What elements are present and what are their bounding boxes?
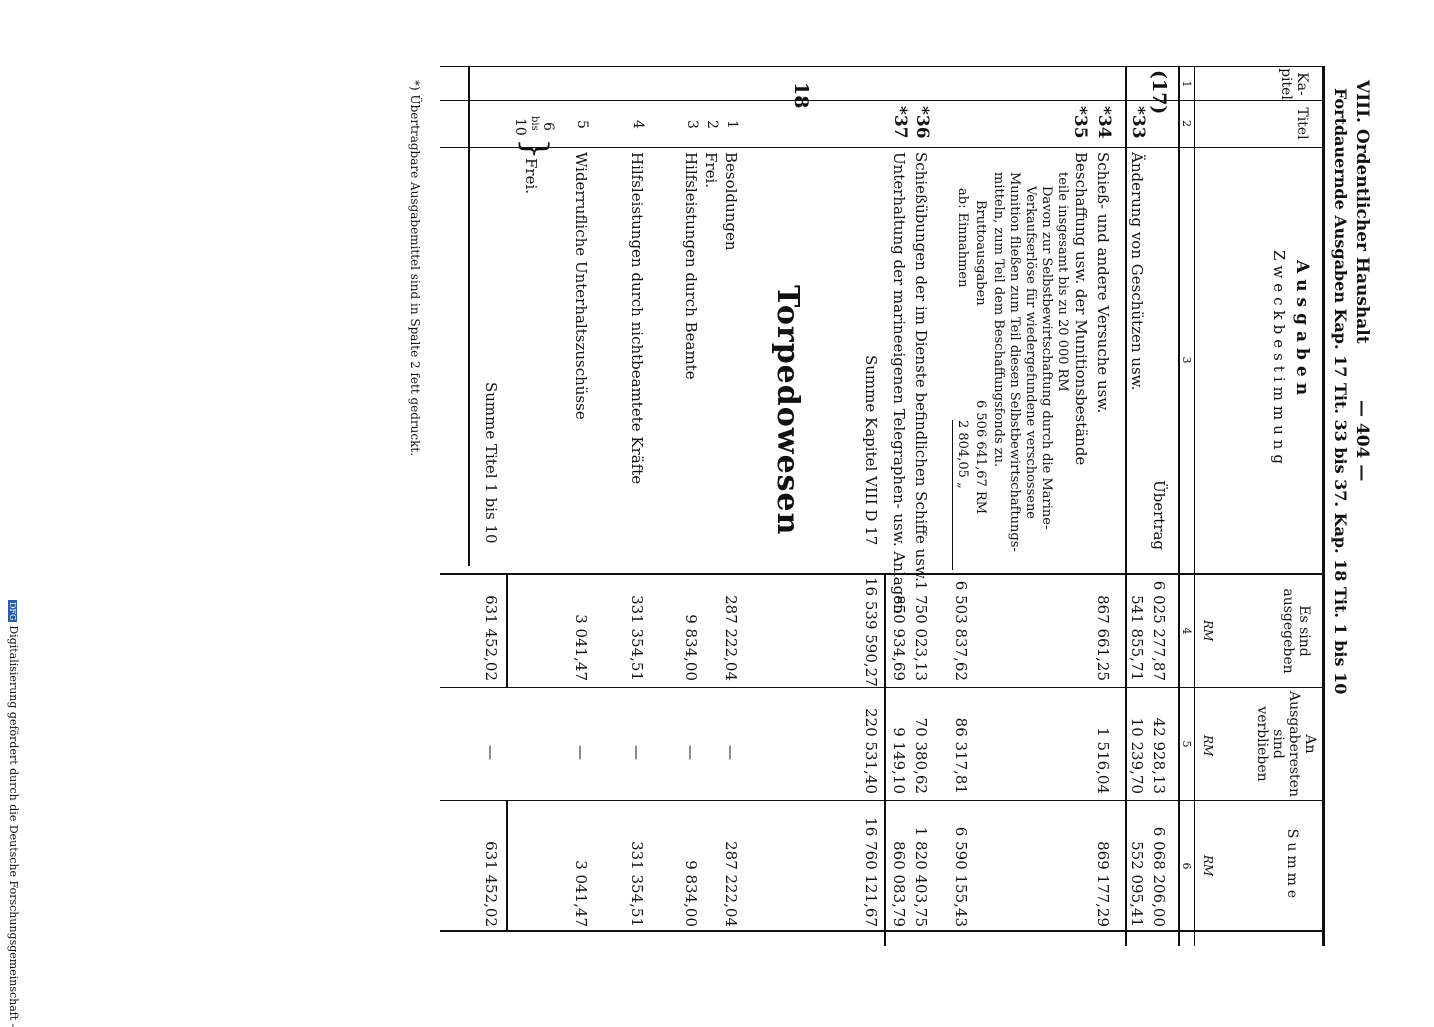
col-zweck-header: Zweckbestimmung bbox=[1270, 250, 1288, 470]
col-num-3: 3 bbox=[1180, 356, 1193, 364]
titel-18-bis: bis bbox=[529, 116, 540, 131]
summe-35: 6 590 155,43 bbox=[952, 826, 970, 927]
header-divider bbox=[1194, 66, 1195, 946]
summe-34: 869 177,29 bbox=[1094, 841, 1112, 927]
text-18-4: Hilfsleistungen durch nichtbeamtete Kräfte bbox=[628, 152, 646, 485]
ausgegeben-34: 867 661,25 bbox=[1094, 595, 1112, 681]
brutto-value: 6 506 641,67 RM bbox=[973, 400, 988, 515]
col-num-1: 1 bbox=[1180, 80, 1193, 88]
kapitel-18: 18 bbox=[790, 82, 812, 109]
reste-18-5: — bbox=[572, 745, 590, 760]
titel-34: *34 bbox=[1094, 106, 1114, 139]
footnote: *) Übertragbare Ausgabemittel sind in Spalte 2 fett gedruckt. bbox=[408, 80, 422, 457]
ausgegeben-18-5: 3 041,47 bbox=[572, 614, 590, 681]
sum18-rule-2 bbox=[506, 801, 508, 931]
ausgegeben-18-1: 287 222,04 bbox=[722, 595, 740, 681]
col-num-5: 5 bbox=[1180, 740, 1193, 748]
dfg-note-text: Digitalisierung gefördert durch die Deutsche Forschungsgemeinschaft - bbox=[7, 625, 20, 1027]
reste-35: 86 317,81 bbox=[952, 717, 970, 794]
page-number: — 404 — bbox=[1352, 400, 1372, 482]
sum17-ausgegeben: 16 539 590,27 bbox=[862, 577, 880, 687]
text-18-1: Besoldungen bbox=[722, 152, 740, 251]
text-18-2: Frei. bbox=[702, 152, 720, 189]
col-num-4: 4 bbox=[1180, 627, 1193, 635]
detail-35-3: Verkaufserlöse für wiedergefundene verschossene bbox=[1023, 186, 1038, 520]
summe-36: 1 820 403,75 bbox=[912, 826, 930, 927]
col-summe-header: Summe bbox=[1284, 828, 1300, 903]
summe-18-3: 9 834,00 bbox=[682, 860, 700, 927]
sum18-reste: — bbox=[482, 745, 500, 760]
ausgegeben-36: 1 750 023,13 bbox=[912, 580, 930, 681]
text-37: Unterhaltung der marineeigenen Telegraphen- usw. Anlagen bbox=[890, 152, 908, 614]
sum18-label: Summe Titel 1 bis 10 bbox=[482, 382, 500, 544]
reste-18-4: — bbox=[628, 745, 646, 760]
summe-18-5: 3 041,47 bbox=[572, 860, 590, 927]
summe-37: 860 083,79 bbox=[890, 841, 908, 927]
titel-18-5: 5 bbox=[574, 120, 590, 129]
uebertrag-ausgegeben: 6 025 277,87 bbox=[1150, 580, 1168, 681]
titel-18-4: 4 bbox=[630, 120, 646, 129]
brutto-label: Bruttoausgaben bbox=[973, 200, 988, 306]
titel-37: *37 bbox=[890, 106, 910, 139]
ausgegeben-18-4: 331 354,51 bbox=[628, 595, 646, 681]
unit-rm-5: RM bbox=[1201, 735, 1215, 757]
col-num-2: 2 bbox=[1180, 120, 1193, 127]
sum17-summe: 16 760 121,67 bbox=[862, 817, 880, 927]
ausgegeben-18-3: 9 834,00 bbox=[682, 614, 700, 681]
detail-35-4: Munition fließen zum Teil diesen Selbstbewirtschaftungs- bbox=[1007, 172, 1022, 552]
titel-18-1: 1 bbox=[724, 120, 740, 129]
summe-18-1: 287 222,04 bbox=[722, 841, 740, 927]
table-left-border bbox=[440, 66, 1325, 67]
row-divider bbox=[1125, 66, 1127, 946]
range-brace: } bbox=[515, 138, 555, 160]
sum17-reste: 220 531,40 bbox=[862, 708, 880, 794]
detail-35-5: mitteln, zum Teil dem Beschaffungsfonds zu. bbox=[991, 172, 1006, 468]
sum18-rule bbox=[506, 575, 508, 687]
ausgegeben-33: 541 855,71 bbox=[1128, 595, 1146, 681]
col-kapitel-header: Ka- pitel bbox=[1277, 68, 1310, 100]
titel-18-2: 2 bbox=[704, 120, 720, 129]
sum18-ausgegeben: 631 452,02 bbox=[482, 595, 500, 681]
titel-18-10: 10 bbox=[512, 118, 528, 136]
col-titel-header: Titel bbox=[1294, 107, 1310, 140]
ausgegeben-37: 850 934,69 bbox=[890, 595, 908, 681]
einnahmen-value: 2 804,05 „ bbox=[955, 420, 970, 489]
sum18-summe: 631 452,02 bbox=[482, 841, 500, 927]
text-36: Schießübungen der im Dienste befindlichen Schiffe usw. bbox=[912, 152, 930, 582]
sum17-rule bbox=[884, 575, 886, 946]
text-35: Beschaffung usw. der Munitionsbestände bbox=[1072, 152, 1090, 466]
titel-35: *35 bbox=[1070, 106, 1090, 139]
col-reste-header: An Ausgaberesten sind verblieben bbox=[1253, 691, 1318, 797]
reste-36: 70 380,62 bbox=[912, 717, 930, 794]
uebertrag-summe: 6 068 206,00 bbox=[1150, 826, 1168, 927]
sum17-label: Summe Kapitel VIII D 17 bbox=[862, 355, 880, 546]
summe-33: 552 095,41 bbox=[1128, 841, 1146, 927]
col-ausgegeben-header: Es sind ausgegeben bbox=[1279, 588, 1312, 674]
einnahmen-label: ab: Einnahmen bbox=[955, 188, 970, 288]
detail-35-2: Davon zur Selbstbewirtschaftung durch die Marine- bbox=[1039, 186, 1054, 530]
header-subtitle: Fortdauernde Ausgaben Kap. 17 Tit. 33 bis 37. Kap. 18 Tit. 1 bis 10 bbox=[1331, 88, 1350, 695]
table-top-border bbox=[1322, 66, 1325, 946]
ausgegeben-35: 6 503 837,62 bbox=[952, 580, 970, 681]
reste-33: 10 239,70 bbox=[1128, 717, 1146, 794]
uebertrag-label: Übertrag bbox=[1150, 480, 1168, 551]
text-18-3: Hilfsleistungen durch Beamte bbox=[682, 152, 700, 380]
einnahmen-underline bbox=[952, 420, 953, 570]
reste-34: 1 516,04 bbox=[1094, 727, 1112, 794]
text-34: Schieß- und andere Versuche usw. bbox=[1094, 152, 1112, 414]
section18-heading: Torpedowesen bbox=[770, 285, 805, 536]
header-left: VIII. Ordentlicher Haushalt bbox=[1352, 80, 1372, 344]
text-33: Änderung von Geschützen usw. bbox=[1128, 152, 1146, 391]
unit-rm-6: RM bbox=[1201, 855, 1215, 877]
titel-18-3: 3 bbox=[684, 120, 700, 129]
detail-35-1: teile insgesamt bis zu 20 000 RM bbox=[1055, 172, 1070, 392]
col-ausgaben-header: Ausgaben bbox=[1292, 260, 1312, 402]
unit-rm-4: RM bbox=[1201, 620, 1215, 642]
text-18-frei: Frei. bbox=[522, 158, 540, 195]
reste-18-3: — bbox=[682, 745, 700, 760]
summe-18-4: 331 354,51 bbox=[628, 841, 646, 927]
dfg-logo: DFG bbox=[8, 602, 17, 621]
titel-18-6: 6 bbox=[540, 122, 556, 131]
titel-33: *33 bbox=[1128, 106, 1148, 139]
col-num-6: 6 bbox=[1180, 862, 1193, 870]
uebertrag-reste: 42 928,13 bbox=[1150, 717, 1168, 794]
titel-36: *36 bbox=[912, 106, 932, 139]
table-bottom-border bbox=[468, 66, 470, 566]
dfg-note bbox=[7, 600, 20, 1027]
text-18-5: Widerrufliche Unterhaltszuschüsse bbox=[572, 152, 590, 420]
kapitel-17: (17) bbox=[1148, 70, 1170, 115]
reste-37: 9 149,10 bbox=[890, 727, 908, 794]
reste-18-1: — bbox=[722, 745, 740, 760]
